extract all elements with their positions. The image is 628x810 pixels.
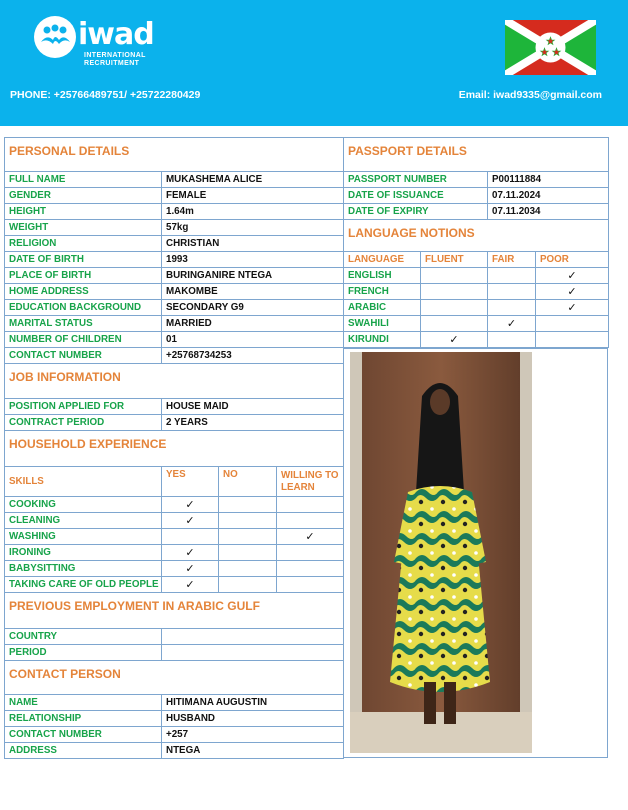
field-label: DATE OF BIRTH [5,252,162,268]
table-row [344,316,609,332]
field-label: CONTRACT PERIOD [5,415,162,431]
right-details-table [343,137,609,348]
yes-header: YES [162,467,219,497]
fair-header: FAIR [488,252,536,268]
table-row [5,284,344,300]
check-icon: ✓ [277,529,344,545]
field-label: HEIGHT [5,204,162,220]
field-value: 1.64m [162,204,344,220]
section-passport-details: PASSPORT DETAILS [344,138,609,172]
skill-name: WASHING [5,529,162,545]
no-header: NO [219,467,277,497]
table-row [344,332,609,348]
left-details-table [4,137,344,759]
field-value: 2 YEARS [162,415,344,431]
field-value: CHRISTIAN [162,236,344,252]
section-job-information: JOB INFORMATION [5,364,344,399]
check-icon: ✓ [162,497,219,513]
field-value: HITIMANA AUGUSTIN [162,695,344,711]
check-icon: ✓ [536,300,609,316]
language-name: ARABIC [344,300,421,316]
field-value: SECONDARY G9 [162,300,344,316]
check-icon: ✓ [536,284,609,300]
section-household-experience: HOUSEHOLD EXPERIENCE [5,431,344,467]
table-row [5,561,344,577]
check-icon: ✓ [162,513,219,529]
skills-header-row [5,467,344,497]
table-row [5,252,344,268]
language-name: KIRUNDI [344,332,421,348]
logo-people-icon [34,16,76,58]
field-value: BURINGANIRE NTEGA [162,268,344,284]
field-label: COUNTRY [5,629,162,645]
section-language-notions: LANGUAGE NOTIONS [344,220,609,252]
table-row [5,348,344,364]
table-row [5,300,344,316]
field-label: DATE OF EXPIRY [344,204,488,220]
skill-name: TAKING CARE OF OLD PEOPLE [5,577,162,593]
section-previous-employment: PREVIOUS EMPLOYMENT IN ARABIC GULF [5,593,344,629]
table-row [5,743,344,759]
table-row [5,399,344,415]
table-row [5,316,344,332]
field-value: HOUSE MAID [162,399,344,415]
field-value: 1993 [162,252,344,268]
skill-name: COOKING [5,497,162,513]
fluent-header: FLUENT [421,252,488,268]
table-row [344,172,609,188]
field-label: EDUCATION BACKGROUND [5,300,162,316]
table-row [5,645,344,661]
field-label: ADDRESS [5,743,162,759]
skill-name: IRONING [5,545,162,561]
table-row [344,284,609,300]
language-header-row [344,252,609,268]
table-row [5,268,344,284]
check-icon: ✓ [536,268,609,284]
field-value [162,629,344,645]
table-row [5,497,344,513]
field-value: MARRIED [162,316,344,332]
table-row [5,204,344,220]
field-value: 57kg [162,220,344,236]
logo-subtitle: INTERNATIONAL RECRUITMENT [84,52,146,67]
table-row [5,577,344,593]
table-row [344,300,609,316]
check-icon: ✓ [162,545,219,561]
language-header: LANGUAGE [344,252,421,268]
field-label: PASSPORT NUMBER [344,172,488,188]
field-label: DATE OF ISSUANCE [344,188,488,204]
header-banner [0,0,628,126]
field-label: RELIGION [5,236,162,252]
check-icon: ✓ [488,316,536,332]
check-icon: ✓ [421,332,488,348]
table-row [344,204,609,220]
field-label: HOME ADDRESS [5,284,162,300]
burundi-flag-icon [505,20,596,75]
field-label: RELATIONSHIP [5,711,162,727]
field-label: MARITAL STATUS [5,316,162,332]
table-row [5,236,344,252]
table-row [5,332,344,348]
table-row [5,629,344,645]
language-name: SWAHILI [344,316,421,332]
table-row [344,188,609,204]
check-icon: ✓ [162,561,219,577]
table-row [5,188,344,204]
field-label: GENDER [5,188,162,204]
table-row [5,513,344,529]
field-label: POSITION APPLIED FOR [5,399,162,415]
field-label: CONTACT NUMBER [5,348,162,364]
field-label: CONTACT NUMBER [5,727,162,743]
language-name: FRENCH [344,284,421,300]
field-label: FULL NAME [5,172,162,188]
field-label: WEIGHT [5,220,162,236]
table-row [5,711,344,727]
section-personal-details: PERSONAL DETAILS [5,138,344,172]
section-contact-person: CONTACT PERSON [5,661,344,695]
field-value: 01 [162,332,344,348]
check-icon: ✓ [162,577,219,593]
field-label: PERIOD [5,645,162,661]
table-row [5,172,344,188]
field-value: HUSBAND [162,711,344,727]
header-email: Email: iwad9335@gmail.com [458,89,602,101]
poor-header: POOR [536,252,609,268]
field-value: +25768734253 [162,348,344,364]
skill-name: CLEANING [5,513,162,529]
field-label: NAME [5,695,162,711]
table-row [5,529,344,545]
willing-header: WILLING TO LEARN [277,467,344,497]
candidate-photo [350,352,532,753]
skill-name: BABYSITTING [5,561,162,577]
table-row [5,545,344,561]
skills-header: SKILLS [5,467,162,497]
table-row [344,268,609,284]
field-value: +257 [162,727,344,743]
field-value [162,645,344,661]
field-label: PLACE OF BIRTH [5,268,162,284]
table-row [5,695,344,711]
field-value: NTEGA [162,743,344,759]
table-row [5,415,344,431]
field-value: FEMALE [162,188,344,204]
field-value: 07.11.2024 [488,188,609,204]
field-value: MAKOMBE [162,284,344,300]
field-value: 07.11.2034 [488,204,609,220]
field-label: NUMBER OF CHILDREN [5,332,162,348]
header-phone: PHONE: +25766489751/ +25722280429 [10,89,201,101]
table-row [5,727,344,743]
language-name: ENGLISH [344,268,421,284]
company-logo [34,14,174,74]
field-value: P00111884 [488,172,609,188]
logo-wordmark: iwad [78,17,154,52]
table-row [5,220,344,236]
field-value: MUKASHEMA ALICE [162,172,344,188]
